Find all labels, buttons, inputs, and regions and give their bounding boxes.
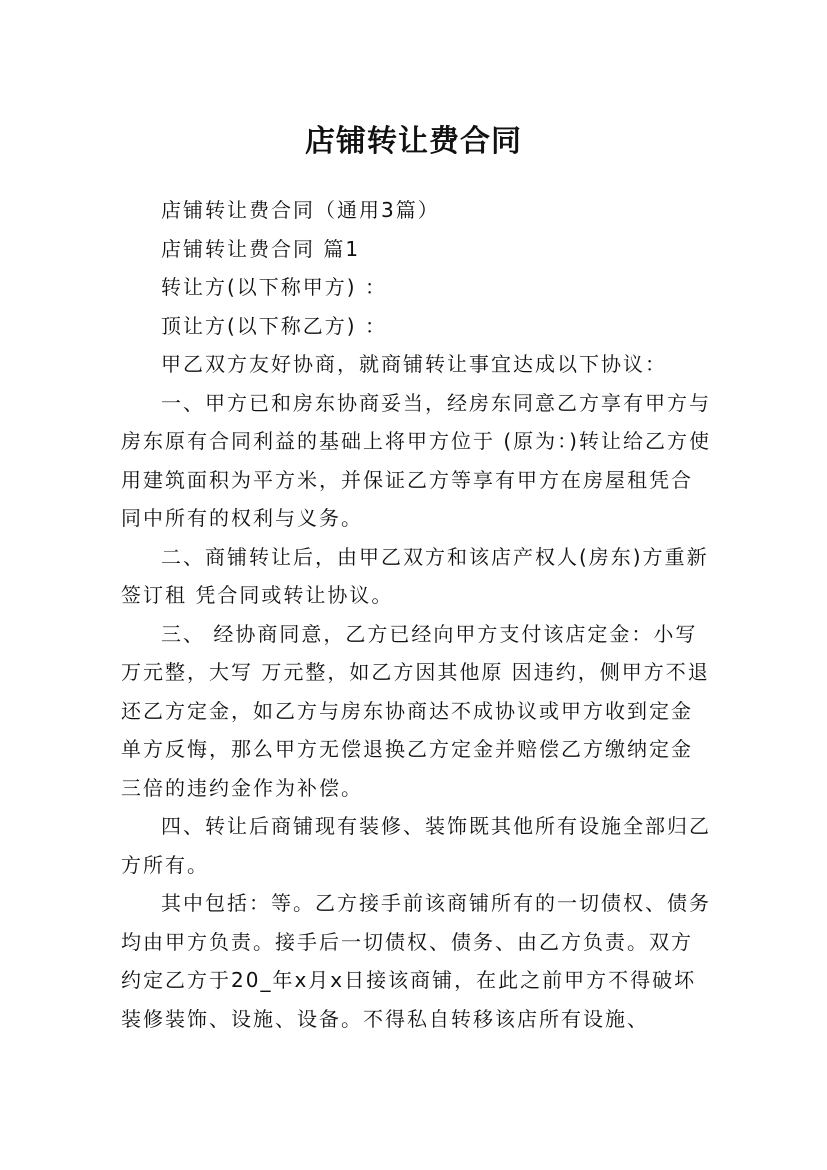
document-title: 店铺转让费合同 <box>305 124 522 160</box>
document-body <box>121 191 711 1038</box>
paragraph-agreement-intro: 甲乙双方友好协商，就商铺转让事宜达成以下协议： <box>161 352 667 376</box>
paragraph-clause-3: 三、 经协商同意，乙方已经向甲方支付该店定金：小写万元整，大写 万元整，如乙方因其他原 因违约，侧甲方不退还乙方定金，如乙方与房东协商达不成协议或甲方收到定金单方反悔，那么甲方无偿退换乙方定金并赔偿乙方缴纳定金三倍的违约金作为补偿。 <box>121 621 710 800</box>
paragraph-clause-1: 一、甲方已和房东协商妥当，经房东同意乙方享有甲方与房东原有合同利益的基础上将甲方位于 (原为：)转让给乙方使用建筑面积为平方米，并保证乙方等享有甲方在房屋租凭合同中所有的权利与义务。 <box>121 390 711 530</box>
paragraph-inclusions: 其中包括：等。乙方接手前该商铺所有的一切债权、债务均由甲方负责。接手后一切债权、债务、由乙方负责。双方约定乙方于20_年x月x日接该商铺，在此之前甲方不得破坏装修装饰、设施、设备。不得私自转移该店所有设施、 <box>121 891 711 1031</box>
paragraph-transferor: 转让方(以下称甲方) ： <box>161 275 387 299</box>
paragraph-heading: 店铺转让费合同（通用3篇） <box>161 198 440 222</box>
paragraph-transferee: 顶让方(以下称乙方) ： <box>161 313 387 338</box>
paragraph-section-title: 店铺转让费合同 篇1 <box>161 236 361 261</box>
paragraph-clause-4: 四、转让后商铺现有装修、装饰既其他所有设施全部归乙方所有。 <box>121 814 711 877</box>
paragraph-clause-2: 二、商铺转让后，由甲乙双方和该店产权人(房东)方重新签订租 凭合同或转让协议。 <box>121 544 709 607</box>
